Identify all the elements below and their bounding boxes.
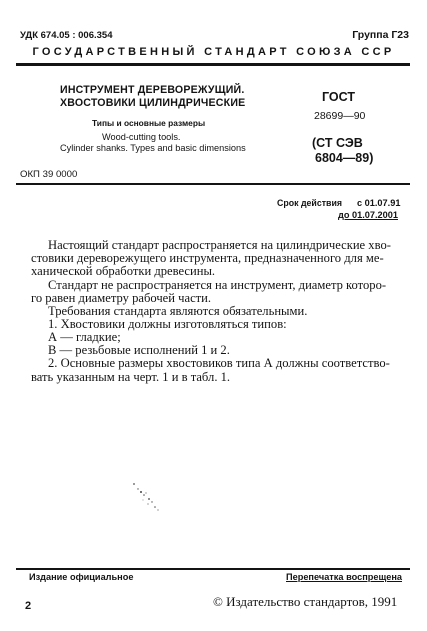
body-line-4: Стандарт не распространяется на инструмент, диаметр которо- — [48, 278, 387, 292]
title-bottom-rule — [16, 183, 410, 185]
copyright: © Издательство стандартов, 1991 — [213, 594, 398, 609]
page-number: 2 — [25, 600, 32, 612]
english-title-line-2: Cylinder shanks. Types and basic dimensions — [60, 143, 246, 153]
footer-rule — [16, 568, 410, 570]
validity-to: до 01.07.2001 — [338, 210, 398, 220]
scan-speckle — [128, 480, 168, 520]
body-line-6: Требования стандарта являются обязательными. — [48, 304, 308, 318]
udk-code: УДК 674.05 : 006.354 — [20, 30, 113, 41]
body-line-1: Настоящий стандарт распространяется на цилиндрические хво- — [48, 238, 391, 252]
title-line-1: ИНСТРУМЕНТ ДЕРЕВОРЕЖУЩИЙ. — [60, 84, 245, 96]
body-line-7: 1. Хвостовики должны изготовляться типов: — [48, 317, 287, 331]
gost-number: 28699—90 — [314, 110, 366, 122]
english-title-line-1: Wood-cutting tools. — [102, 132, 181, 142]
body-line-8: А — гладкие; — [48, 330, 121, 344]
banner-rule — [16, 63, 410, 66]
group-code: Группа Г23 — [352, 29, 409, 41]
body-line-10: 2. Основные размеры хвостовиков типа А должны соответство- — [48, 356, 390, 370]
official-edition: Издание официальное — [29, 572, 134, 582]
standard-banner: ГОСУДАРСТВЕННЫЙ СТАНДАРТ СОЮЗА ССР — [32, 46, 395, 58]
title-line-2: ХВОСТОВИКИ ЦИЛИНДРИЧЕСКИЕ — [60, 97, 246, 109]
st-sev-line-2: 6804—89) — [315, 151, 374, 165]
validity-label: Срок действия — [277, 198, 342, 208]
body-line-9: В — резьбовые исполнений 1 и 2. — [48, 343, 230, 357]
st-sev-line-1: (СТ СЭВ — [312, 136, 363, 150]
validity-from: с 01.07.91 — [357, 198, 401, 208]
body-line-11: вать указанным на черт. 1 и в табл. 1. — [31, 370, 231, 384]
body-line-5: го равен диаметру рабочей части. — [31, 291, 212, 305]
okp-code: ОКП 39 0000 — [20, 169, 78, 180]
reprint-prohibited: Перепечатка воспрещена — [286, 572, 402, 582]
title-subtitle: Типы и основные размеры — [92, 118, 206, 128]
body-line-2: стовики дереворежущего инструмента, предназначенного для ме- — [31, 251, 384, 265]
gost-label: ГОСТ — [322, 90, 355, 104]
body-line-3: ханической обработки древесины. — [31, 264, 216, 278]
